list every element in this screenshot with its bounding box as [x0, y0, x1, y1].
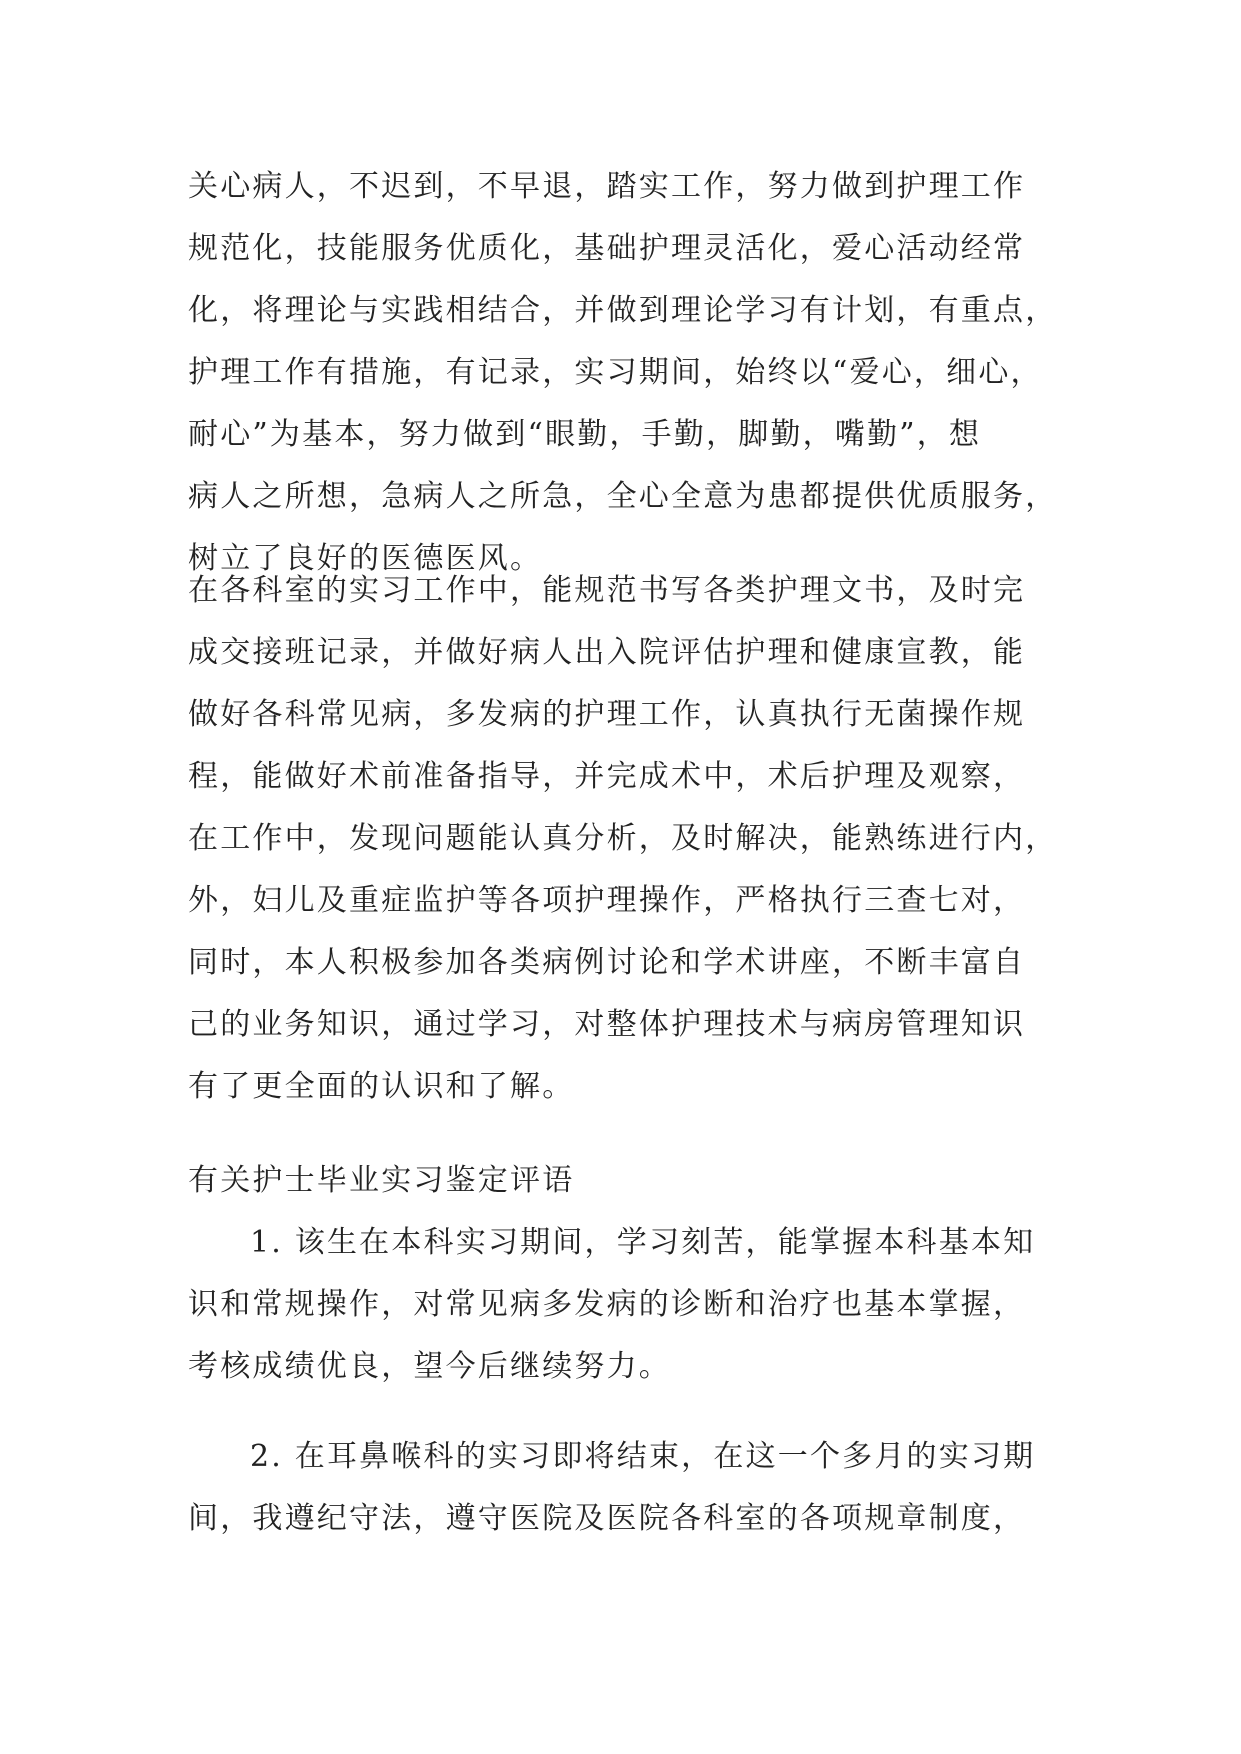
text-line: 程，能做好术前准备指导，并完成术中，术后护理及观察，	[188, 759, 1026, 794]
text-line: 2. 在耳鼻喉科的实习即将结束，在这一个多月的实习期	[250, 1439, 1036, 1474]
text-line: 识和常规操作，对常见病多发病的诊断和治疗也基本掌握，	[188, 1287, 1026, 1322]
paragraph-conduct	[188, 156, 1058, 590]
text-line: 外，妇儿及重症监护等各项护理操作，严格执行三查七对，	[188, 883, 1026, 918]
text-line: 关心病人，不迟到，不早退，踏实工作，努力做到护理工作	[188, 169, 1026, 204]
text-line: 规范化，技能服务优质化，基础护理灵活化，爱心活动经常	[188, 231, 1026, 266]
text-line: 有了更全面的认识和了解。	[188, 1069, 575, 1104]
text-line: 在工作中，发现问题能认真分析，及时解决，能熟练进行内，	[188, 821, 1058, 856]
text-line: 护理工作有措施，有记录，实习期间，始终以“爱心，细心，	[188, 355, 1043, 390]
text-line: 己的业务知识，通过学习，对整体护理技术与病房管理知识	[188, 1007, 1026, 1042]
text-line: 耐心”为基本，努力做到“眼勤，手勤，脚勤，嘴勤”，想	[188, 417, 982, 452]
section-heading	[188, 1150, 1058, 1212]
evaluation-item-1	[188, 1212, 1058, 1398]
text-line: 树立了良好的医德医风。	[188, 541, 543, 576]
text-line: 1. 该生在本科实习期间，学习刻苦，能掌握本科基本知	[250, 1225, 1036, 1260]
text-line: 做好各科常见病，多发病的护理工作，认真执行无菌操作规	[188, 697, 1026, 732]
text-line: 考核成绩优良，望今后继续努力。	[188, 1349, 671, 1384]
evaluation-item-2	[188, 1426, 1058, 1550]
paragraph-department-work	[188, 560, 1058, 1118]
text-line: 病人之所想，急病人之所急，全心全意为患都提供优质服务，	[188, 479, 1058, 514]
heading-text: 有关护士毕业实习鉴定评语	[188, 1163, 575, 1198]
text-line: 间，我遵纪守法，遵守医院及医院各科室的各项规章制度，	[188, 1501, 1026, 1536]
text-line: 化，将理论与实践相结合，并做到理论学习有计划，有重点，	[188, 293, 1058, 328]
text-line: 成交接班记录，并做好病人出入院评估护理和健康宣教，能	[188, 635, 1026, 670]
text-line: 同时，本人积极参加各类病例讨论和学术讲座，不断丰富自	[188, 945, 1026, 980]
text-line: 在各科室的实习工作中，能规范书写各类护理文书，及时完	[188, 573, 1026, 608]
